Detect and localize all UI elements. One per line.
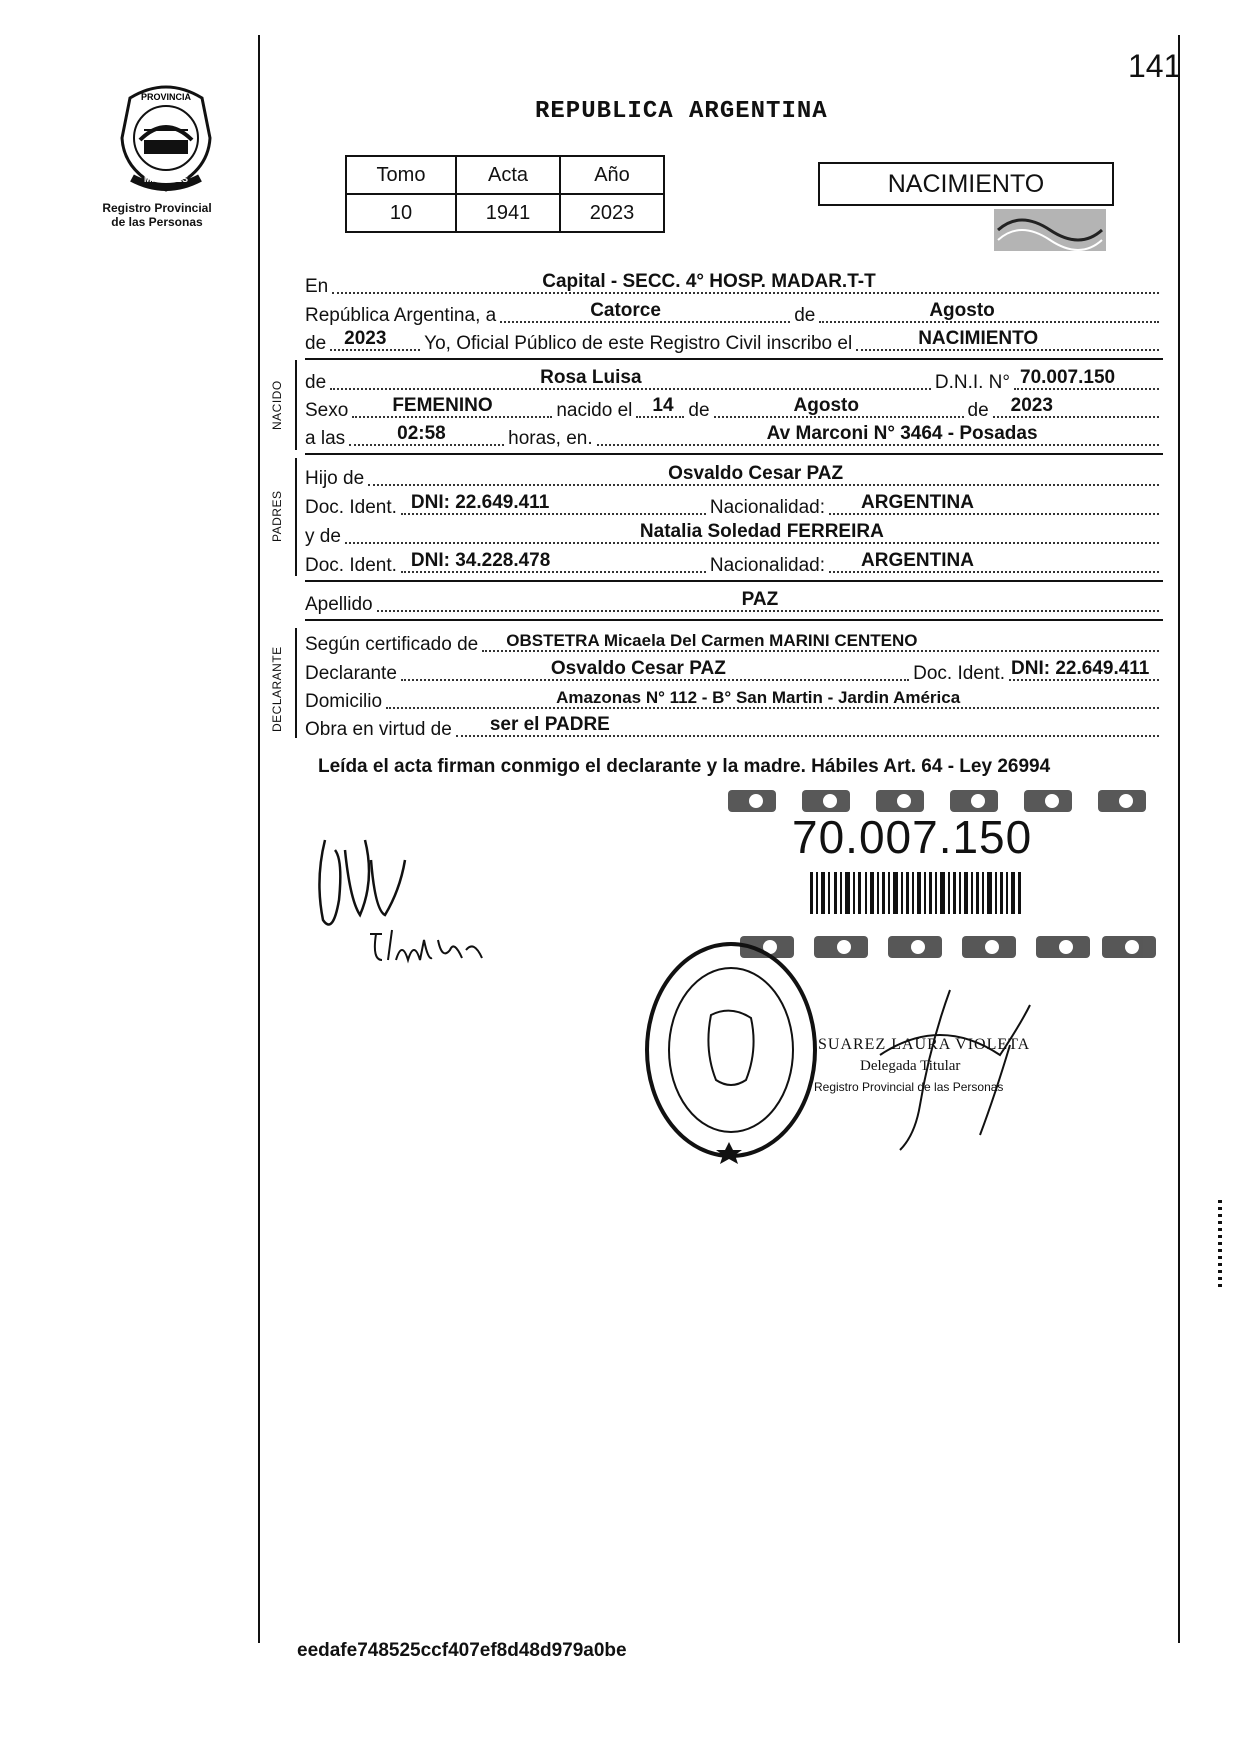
right-margin-line — [1178, 35, 1180, 1643]
official-org: Registro Provincial de las Personas — [814, 1080, 1004, 1094]
label-nombre: de — [305, 372, 327, 393]
closing-note: Leída el acta firman conmigo el declarante y la madre. Hábiles Art. 64 - Ley 26994 — [318, 756, 1051, 777]
label-certificado: Según certificado de — [305, 634, 479, 655]
label-padre-doc: Doc. Ident. — [305, 497, 397, 518]
value-mes: Agosto — [929, 300, 995, 321]
header-anio: Año — [560, 156, 664, 194]
official-title: Delegada Titular — [860, 1058, 961, 1074]
stamp-number: 70.007.150 — [792, 811, 1033, 863]
row-declarante — [305, 655, 1163, 685]
value-lugar-nacimiento: Av Marconi N° 3464 - Posadas — [766, 423, 1038, 444]
value-madre: Natalia Soledad FERREIRA — [639, 521, 884, 542]
label-decl-doc: Doc. Ident. — [913, 663, 1005, 684]
record-type-box: NACIMIENTO — [818, 162, 1114, 206]
row-apellido — [305, 586, 1163, 616]
registry-table — [345, 155, 665, 233]
value-domicilio: Amazonas N° 112 - B° San Martin - Jardin América — [556, 688, 961, 707]
value-apellido: PAZ — [741, 589, 779, 610]
value-nac-mes: Agosto — [793, 395, 859, 416]
row-nombre — [305, 364, 1163, 394]
label-madre-nac: Nacionalidad: — [709, 555, 826, 576]
value-obra: ser el PADRE — [489, 714, 610, 735]
value-nac-anio: 2023 — [1010, 395, 1053, 416]
label-republica: República Argentina, a — [305, 305, 497, 326]
svg-text:MISIONES: MISIONES — [143, 174, 189, 184]
row-padre — [305, 460, 1163, 490]
row-madre-doc — [305, 547, 1163, 577]
value-nombre: Rosa Luisa — [540, 367, 642, 388]
value-sexo: FEMENINO — [392, 395, 493, 416]
page-title: REPUBLICA ARGENTINA — [535, 98, 828, 125]
value-lugar-registro: Capital - SECC. 4° HOSP. MADAR.T-T — [542, 271, 876, 292]
logo-caption-line2: de las Personas — [111, 215, 203, 229]
header-tomo: Tomo — [346, 156, 456, 194]
row-sexo — [305, 392, 1163, 422]
label-obra: Obra en virtud de — [305, 719, 452, 740]
label-de2: de — [305, 333, 327, 354]
label-nac-de2: de — [967, 400, 989, 421]
value-acta: 1941 — [456, 194, 560, 232]
label-apellido: Apellido — [305, 594, 373, 615]
label-de: de — [794, 305, 816, 326]
document-hash: eedafe748525ccf407ef8d48d979a0be — [297, 1640, 627, 1661]
row-obra — [305, 711, 1163, 741]
value-madre-doc: DNI: 34.228.478 — [410, 550, 551, 571]
label-en: En — [305, 276, 329, 297]
value-acto: NACIMIENTO — [918, 328, 1039, 349]
barcode — [810, 872, 1030, 914]
value-nac-dia: 14 — [652, 395, 674, 416]
label-dni: D.N.I. N° — [934, 372, 1010, 393]
page-number: 141 — [1128, 48, 1182, 84]
value-decl-doc: DNI: 22.649.411 — [1011, 658, 1150, 679]
row-hora — [305, 420, 1163, 450]
label-hora: a las — [305, 428, 346, 449]
label-padre-nac: Nacionalidad: — [709, 497, 826, 518]
label-nacido: nacido el — [556, 400, 633, 421]
value-padre-nac: ARGENTINA — [861, 492, 974, 513]
label-declarante: Declarante — [305, 663, 397, 684]
value-dni: 70.007.150 — [1020, 367, 1116, 388]
edge-mark — [1218, 1200, 1222, 1290]
label-yde: y de — [305, 526, 341, 547]
row-fecha — [305, 297, 1163, 327]
hologram-stamp — [990, 205, 1110, 255]
label-domicilio: Domicilio — [305, 691, 383, 712]
mother-signature — [362, 920, 502, 970]
official-name: SUAREZ LAURA VIOLETA — [818, 1036, 1031, 1053]
side-label-nacido: NACIDO — [270, 380, 284, 430]
label-nac-de: de — [688, 400, 710, 421]
left-margin-line — [258, 35, 260, 1643]
value-declarante: Osvaldo Cesar PAZ — [550, 658, 726, 679]
value-madre-nac: ARGENTINA — [861, 550, 974, 571]
side-label-padres: PADRES — [270, 490, 284, 542]
row-certificado — [305, 626, 1163, 656]
svg-text:PROVINCIA: PROVINCIA — [140, 92, 192, 102]
row-anio — [305, 325, 1163, 355]
value-dia: Catorce — [590, 300, 661, 321]
value-padre: Osvaldo Cesar PAZ — [668, 463, 844, 484]
side-label-declarante: DECLARANTE — [270, 646, 284, 732]
row-madre — [305, 518, 1163, 548]
row-domicilio — [305, 683, 1163, 713]
value-anio: 2023 — [344, 328, 387, 349]
row-padre-doc — [305, 489, 1163, 519]
logo-caption — [92, 201, 222, 229]
logo-caption-line1: Registro Provincial — [102, 201, 212, 215]
label-hijo: Hijo de — [305, 468, 365, 489]
value-hora: 02:58 — [397, 423, 446, 444]
value-padre-doc: DNI: 22.649.411 — [410, 492, 550, 513]
label-oficial: Yo, Oficial Público de este Registro Civil inscribo el — [424, 333, 853, 354]
value-certificado: OBSTETRA Micaela Del Carmen MARINI CENTENO — [506, 631, 918, 650]
row-en — [305, 268, 1163, 298]
header-acta: Acta — [456, 156, 560, 194]
label-horas: horas, en. — [508, 428, 593, 449]
label-madre-doc: Doc. Ident. — [305, 555, 397, 576]
value-anio: 2023 — [560, 194, 664, 232]
province-logo — [110, 78, 222, 198]
label-sexo: Sexo — [305, 400, 349, 421]
value-tomo: 10 — [346, 194, 456, 232]
